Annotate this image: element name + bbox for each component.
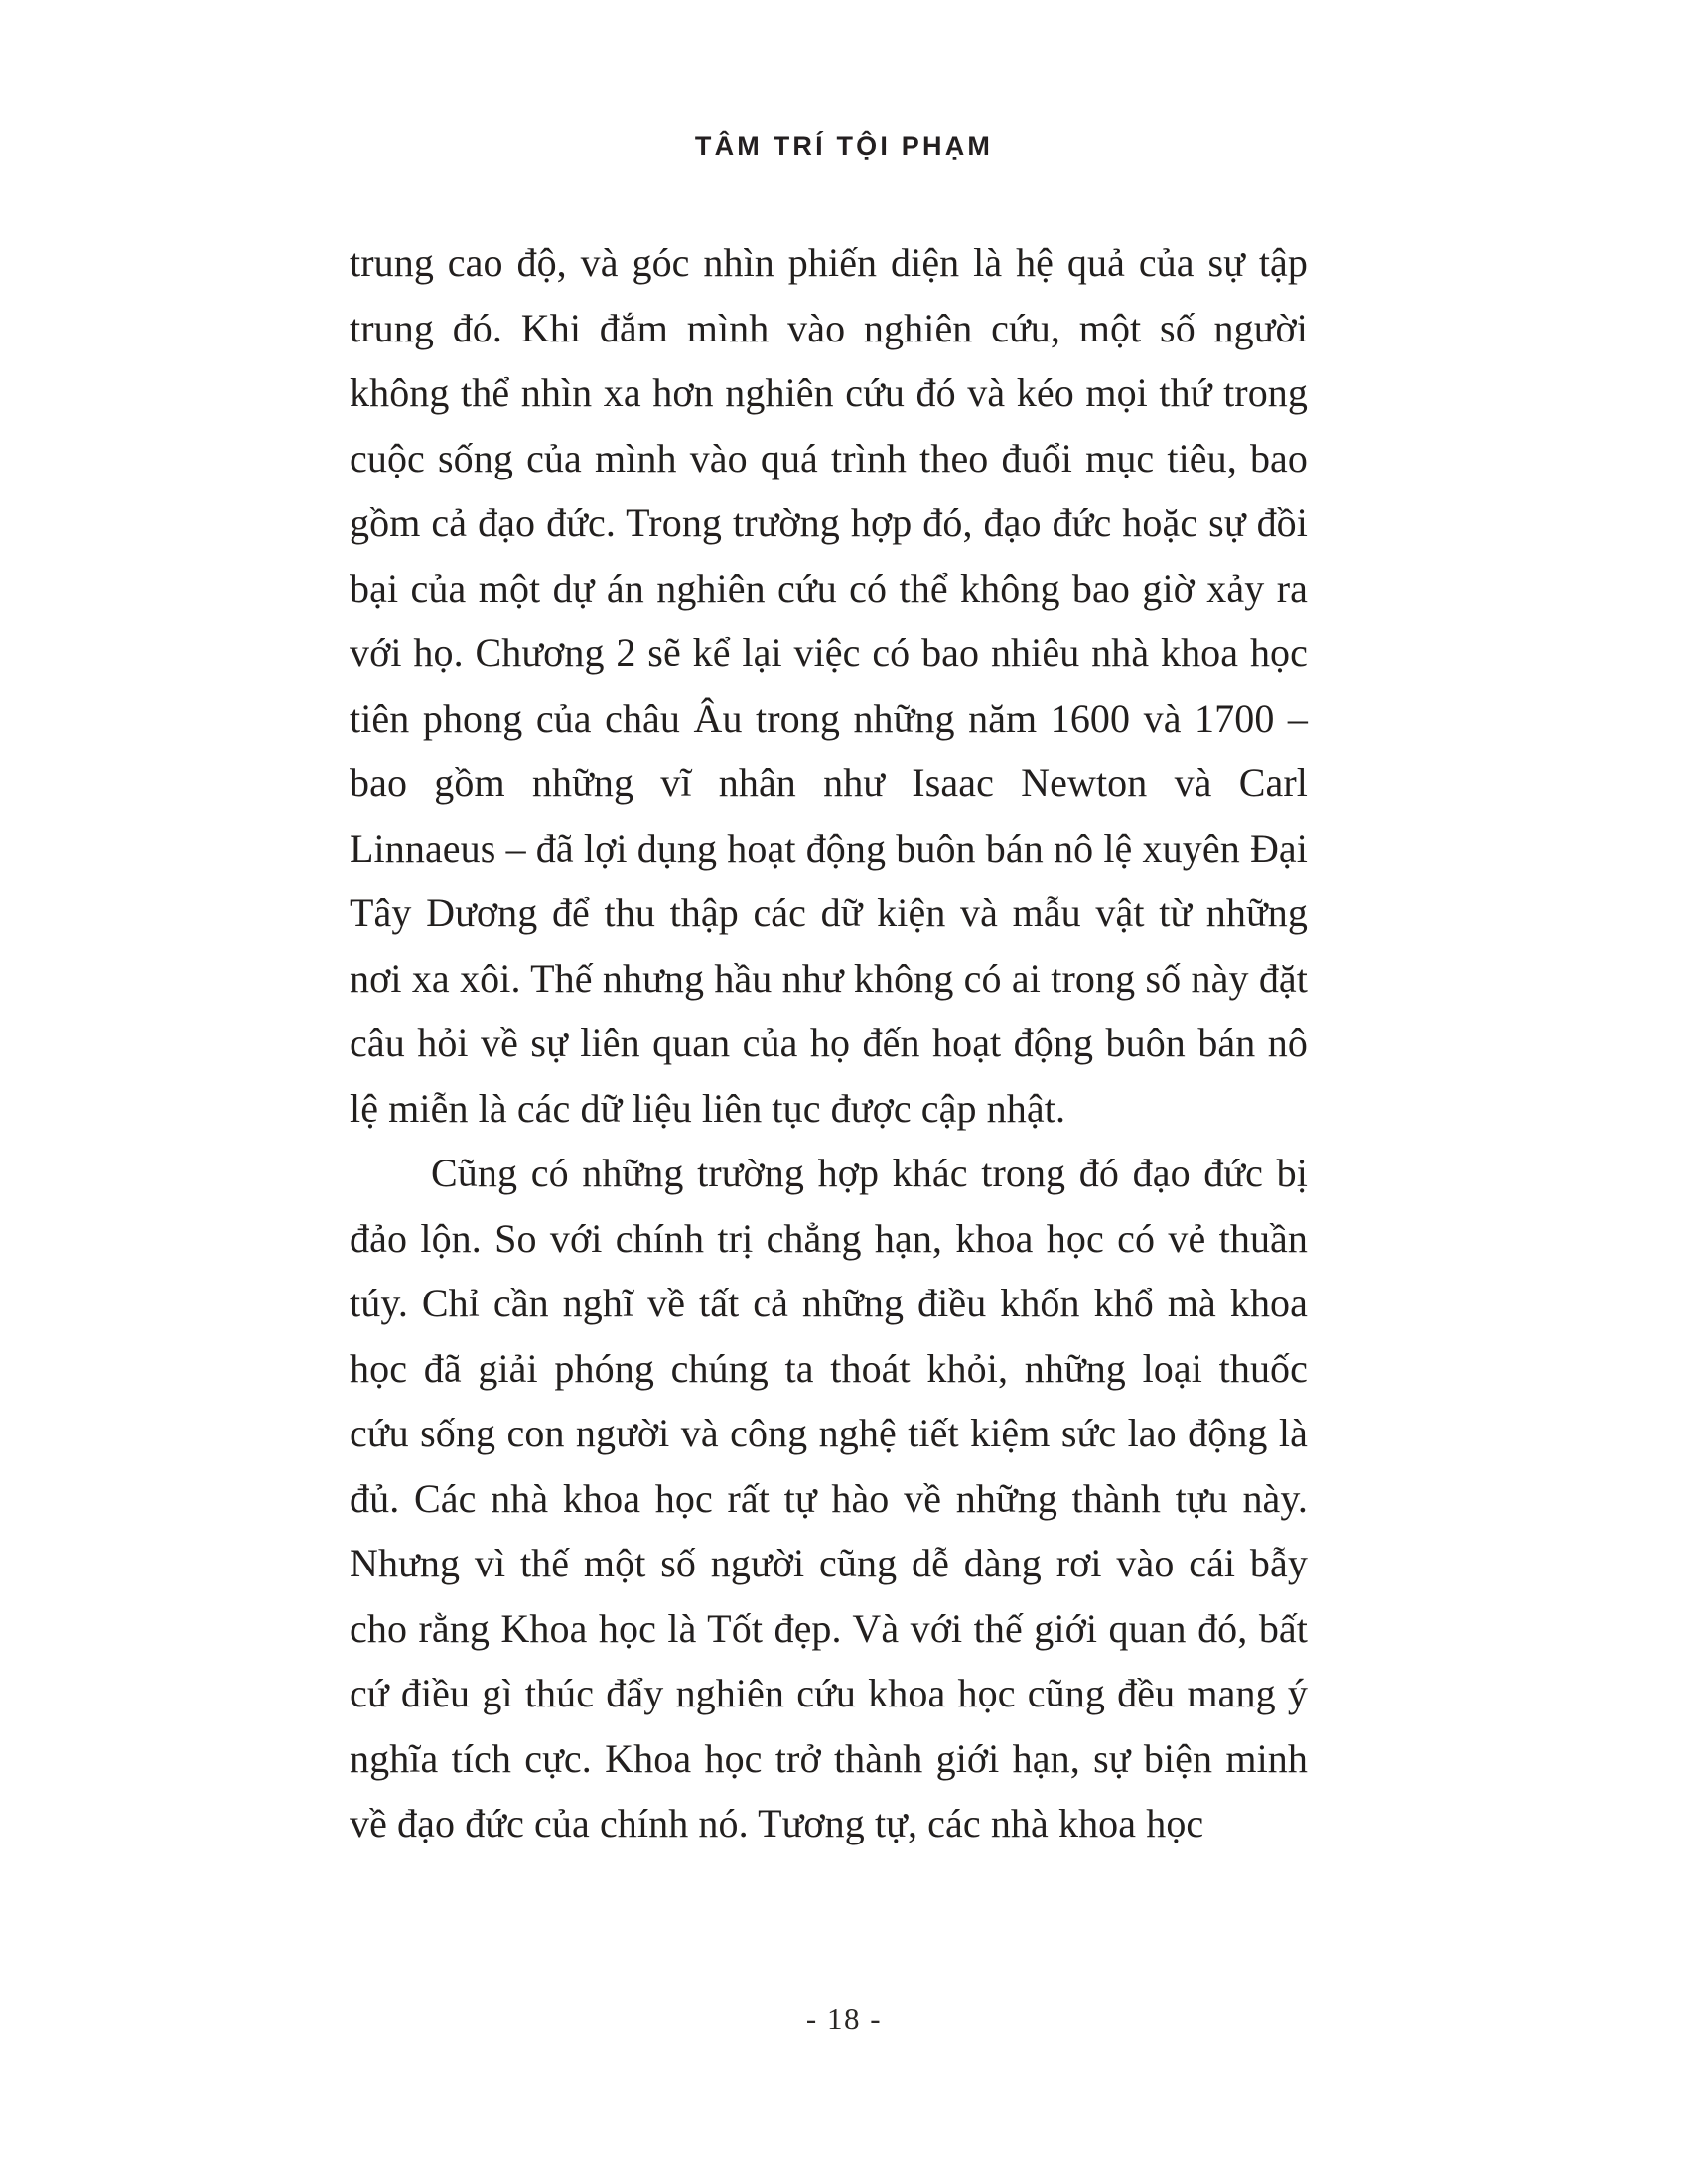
paragraph: trung cao độ, và góc nhìn phiến diện là hệ quả của sự tập trung đó. Khi đắm mình vào nghiên cứu, một số người không thể nhìn xa hơn nghiên cứu đó và kéo mọi thứ trong cuộc sống của mình vào quá trình theo đuổi mục tiêu, bao gồm cả đạo đức. Trong trường hợp đó, đạo đức hoặc sự đồi bại của một dự án nghiên cứu có thể không bao giờ xảy ra với họ. Chương 2 sẽ kể lại việc có bao nhiêu nhà khoa học tiên phong của châu Âu trong những năm 1600 và 1700 – bao gồm những vĩ nhân như Isaac Newton và Carl Linnaeus – đã lợi dụng hoạt động buôn bán nô lệ xuyên Đại Tây Dương để thu thập các dữ kiện và mẫu vật từ những nơi xa xôi. Thế nhưng hầu như không có ai trong số này đặt câu hỏi về sự liên quan của họ đến hoạt động buôn bán nô lệ miễn là các dữ liệu liên tục được cập nhật.	[350, 240, 1308, 1131]
running-head: TÂM TRÍ TỘI PHẠM	[694, 131, 994, 161]
body-text-column	[350, 230, 1308, 1856]
paragraph: Cũng có những trường hợp khác trong đó đạo đức bị đảo lộn. So với chính trị chẳng hạn, khoa học có vẻ thuần túy. Chỉ cần nghĩ về tất cả những điều khốn khổ mà khoa học đã giải phóng chúng ta thoát khỏi, những loại thuốc cứu sống con người và công nghệ tiết kiệm sức lao động là đủ. Các nhà khoa học rất tự hào về những thành tựu này. Nhưng vì thế một số người cũng dễ dàng rơi vào cái bẫy cho rằng Khoa học là Tốt đẹp. Và với thế giới quan đó, bất cứ điều gì thúc đẩy nghiên cứu khoa học cũng đều mang ý nghĩa tích cực. Khoa học trở thành giới hạn, sự biện minh về đạo đức của chính nó. Tương tự, các nhà khoa học	[350, 1151, 1308, 1845]
page-number: - 18 -	[805, 2001, 883, 2036]
